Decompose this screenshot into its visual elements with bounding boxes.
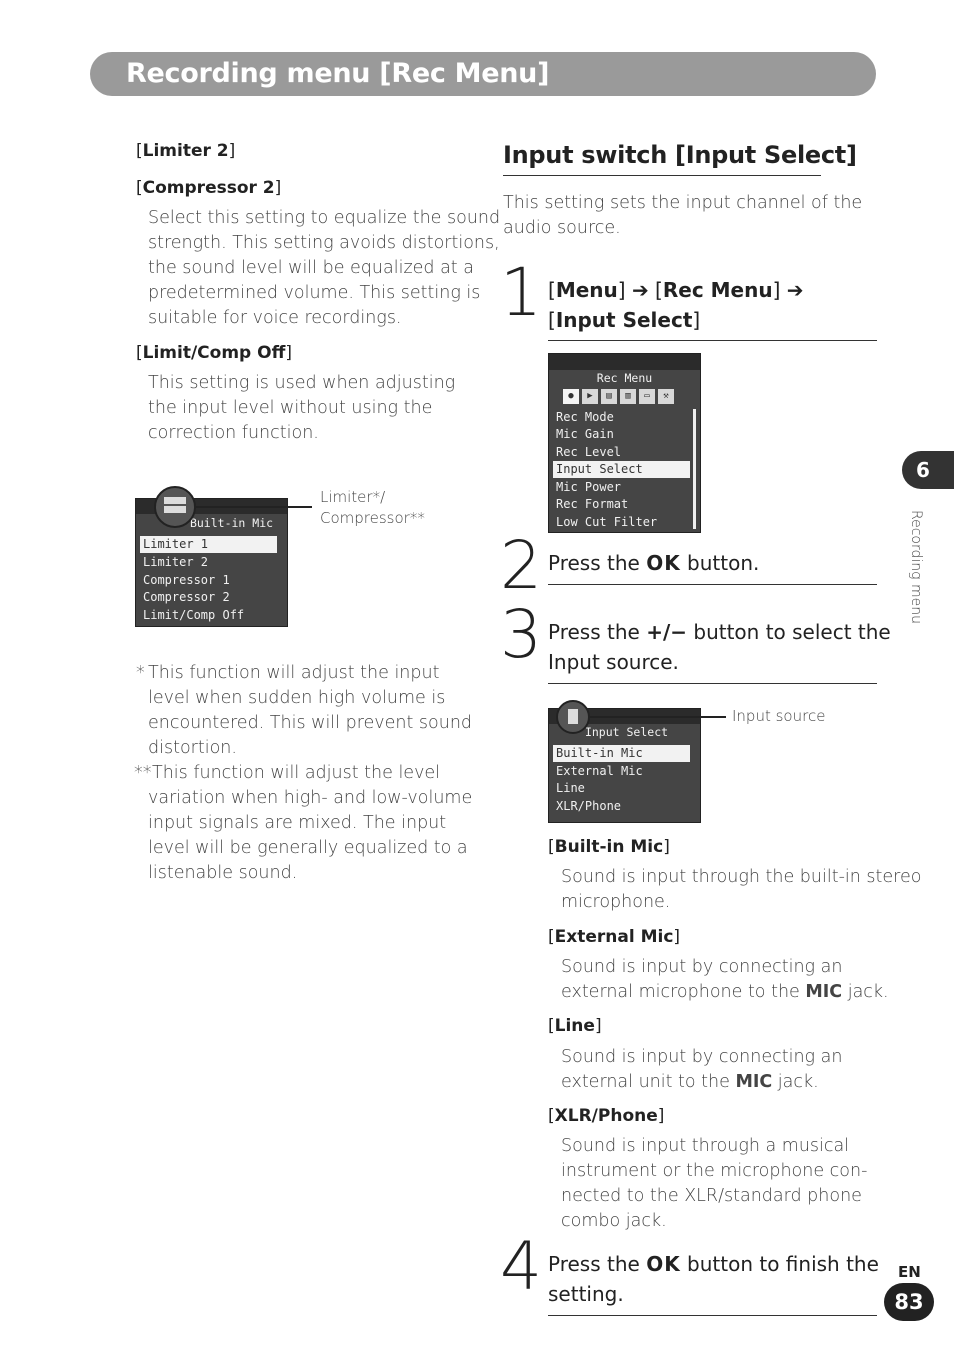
note2-mark: ** — [134, 763, 152, 783]
screen-title: Rec Menu — [596, 371, 653, 385]
mic-icon: ● — [563, 389, 579, 404]
list-item: Low Cut Filter — [556, 515, 658, 529]
page-number: 83 — [884, 1283, 934, 1321]
list-item: Mic Power — [556, 480, 622, 494]
step4-number: 4 — [500, 1228, 542, 1305]
compressor2-description: Select this setting to equalize the sound strength. This setting avoids distortions, the sound level will be equalized at a predetermined volume. This setting is suitable for voice recordings. — [148, 208, 501, 328]
list-item: Compressor 2 — [143, 590, 230, 604]
step1-text: [Menu] ➔ [Rec Menu] ➔ [Input Select] — [548, 278, 804, 332]
xlr-phone-description: Sound is input through a musical instrument or the microphone con- nected to the XLR/standard phone combo jack. — [561, 1136, 868, 1231]
step4-text: Press the OK button to finish the setting. — [548, 1252, 879, 1306]
input-source-callout-label: Input source — [732, 707, 826, 725]
note2: This function will adjust the level variation when high- and low-volume input signals are mixed. The input level will be generally equalized to a listenable sound. — [148, 763, 473, 883]
section-heading: Input switch [Input Select] — [503, 141, 857, 169]
page-title: Recording menu [Rec Menu] — [126, 58, 550, 89]
list-item: XLR/Phone — [556, 799, 622, 813]
option-line: [Line] — [548, 1016, 602, 1036]
chapter-label: Recording menu — [908, 510, 924, 624]
list-item: Mic Gain — [556, 427, 614, 441]
list-item: Limiter 2 — [143, 555, 209, 569]
list-item: Rec Format — [556, 497, 629, 511]
line-description: Sound is input by connecting an external unit to the MIC jack. — [561, 1047, 843, 1092]
step3-text: Press the +/− button to select the Input source. — [548, 620, 891, 674]
option-builtin-mic: [Built-in Mic] — [548, 837, 670, 857]
external-mic-description: Sound is input by connecting an external microphone to the MIC jack. — [561, 957, 889, 1002]
limit-comp-off-description: This setting is used when adjusting the input level without using the correction function. — [148, 373, 456, 443]
level-icon: ▥ — [620, 389, 636, 404]
list-item: Built-in Mic — [553, 745, 690, 762]
step1-number: 1 — [500, 254, 542, 331]
option-limiter2: [Limiter 2] — [136, 141, 236, 161]
step3-number: 3 — [500, 596, 542, 673]
list-item: Limit/Comp Off — [143, 608, 245, 622]
screen-title: Built-in Mic — [189, 516, 274, 530]
input-source-callout-graphic — [552, 697, 730, 737]
step2-text: Press the OK button. — [548, 551, 760, 575]
list-item: Rec Mode — [556, 410, 614, 424]
option-xlr-phone: [XLR/Phone] — [548, 1106, 665, 1126]
builtin-mic-description: Sound is input through the built-in stereo microphone. — [561, 867, 922, 912]
heading-underline — [503, 175, 821, 176]
option-external-mic: [External Mic] — [548, 927, 681, 947]
list-item: Compressor 1 — [143, 573, 230, 587]
menu-tab-icons — [563, 389, 674, 404]
file-icon: ▤ — [601, 389, 617, 404]
list-item: Rec Level — [556, 445, 622, 459]
limiter-callout-label: Limiter*/ Compressor** — [320, 488, 425, 527]
step1-rule — [548, 340, 877, 341]
display-icon: ▭ — [639, 389, 655, 404]
tools-icon: ⚒ — [658, 389, 674, 404]
status-bar — [549, 354, 700, 370]
note1: This function will adjust the input level when sudden high volume is encountered. This will prevent sound distortion. — [148, 663, 473, 758]
note1-mark: * — [136, 663, 145, 683]
language-label: EN — [898, 1263, 921, 1281]
section-banner — [90, 52, 876, 96]
option-limit-comp-off: [Limit/Comp Off] — [136, 343, 292, 363]
section-intro: This setting sets the input channel of the audio source. — [503, 193, 863, 238]
limiter-callout-graphic — [150, 483, 320, 533]
step3-rule — [548, 683, 877, 684]
screen-title: Input Select — [584, 725, 669, 739]
step2-rule — [548, 584, 877, 585]
list-item: External Mic — [556, 764, 643, 778]
scrollbar — [693, 409, 696, 529]
step2-number: 2 — [500, 527, 542, 604]
play-icon: ▶ — [582, 389, 598, 404]
chapter-tab: 6 — [902, 451, 954, 489]
list-item: Line — [556, 781, 585, 795]
rec-menu-screen — [548, 353, 701, 533]
step4-rule — [548, 1315, 877, 1316]
list-item: Limiter 1 — [140, 536, 277, 553]
option-compressor2: [Compressor 2] — [136, 178, 282, 198]
list-item: Input Select — [553, 461, 690, 478]
